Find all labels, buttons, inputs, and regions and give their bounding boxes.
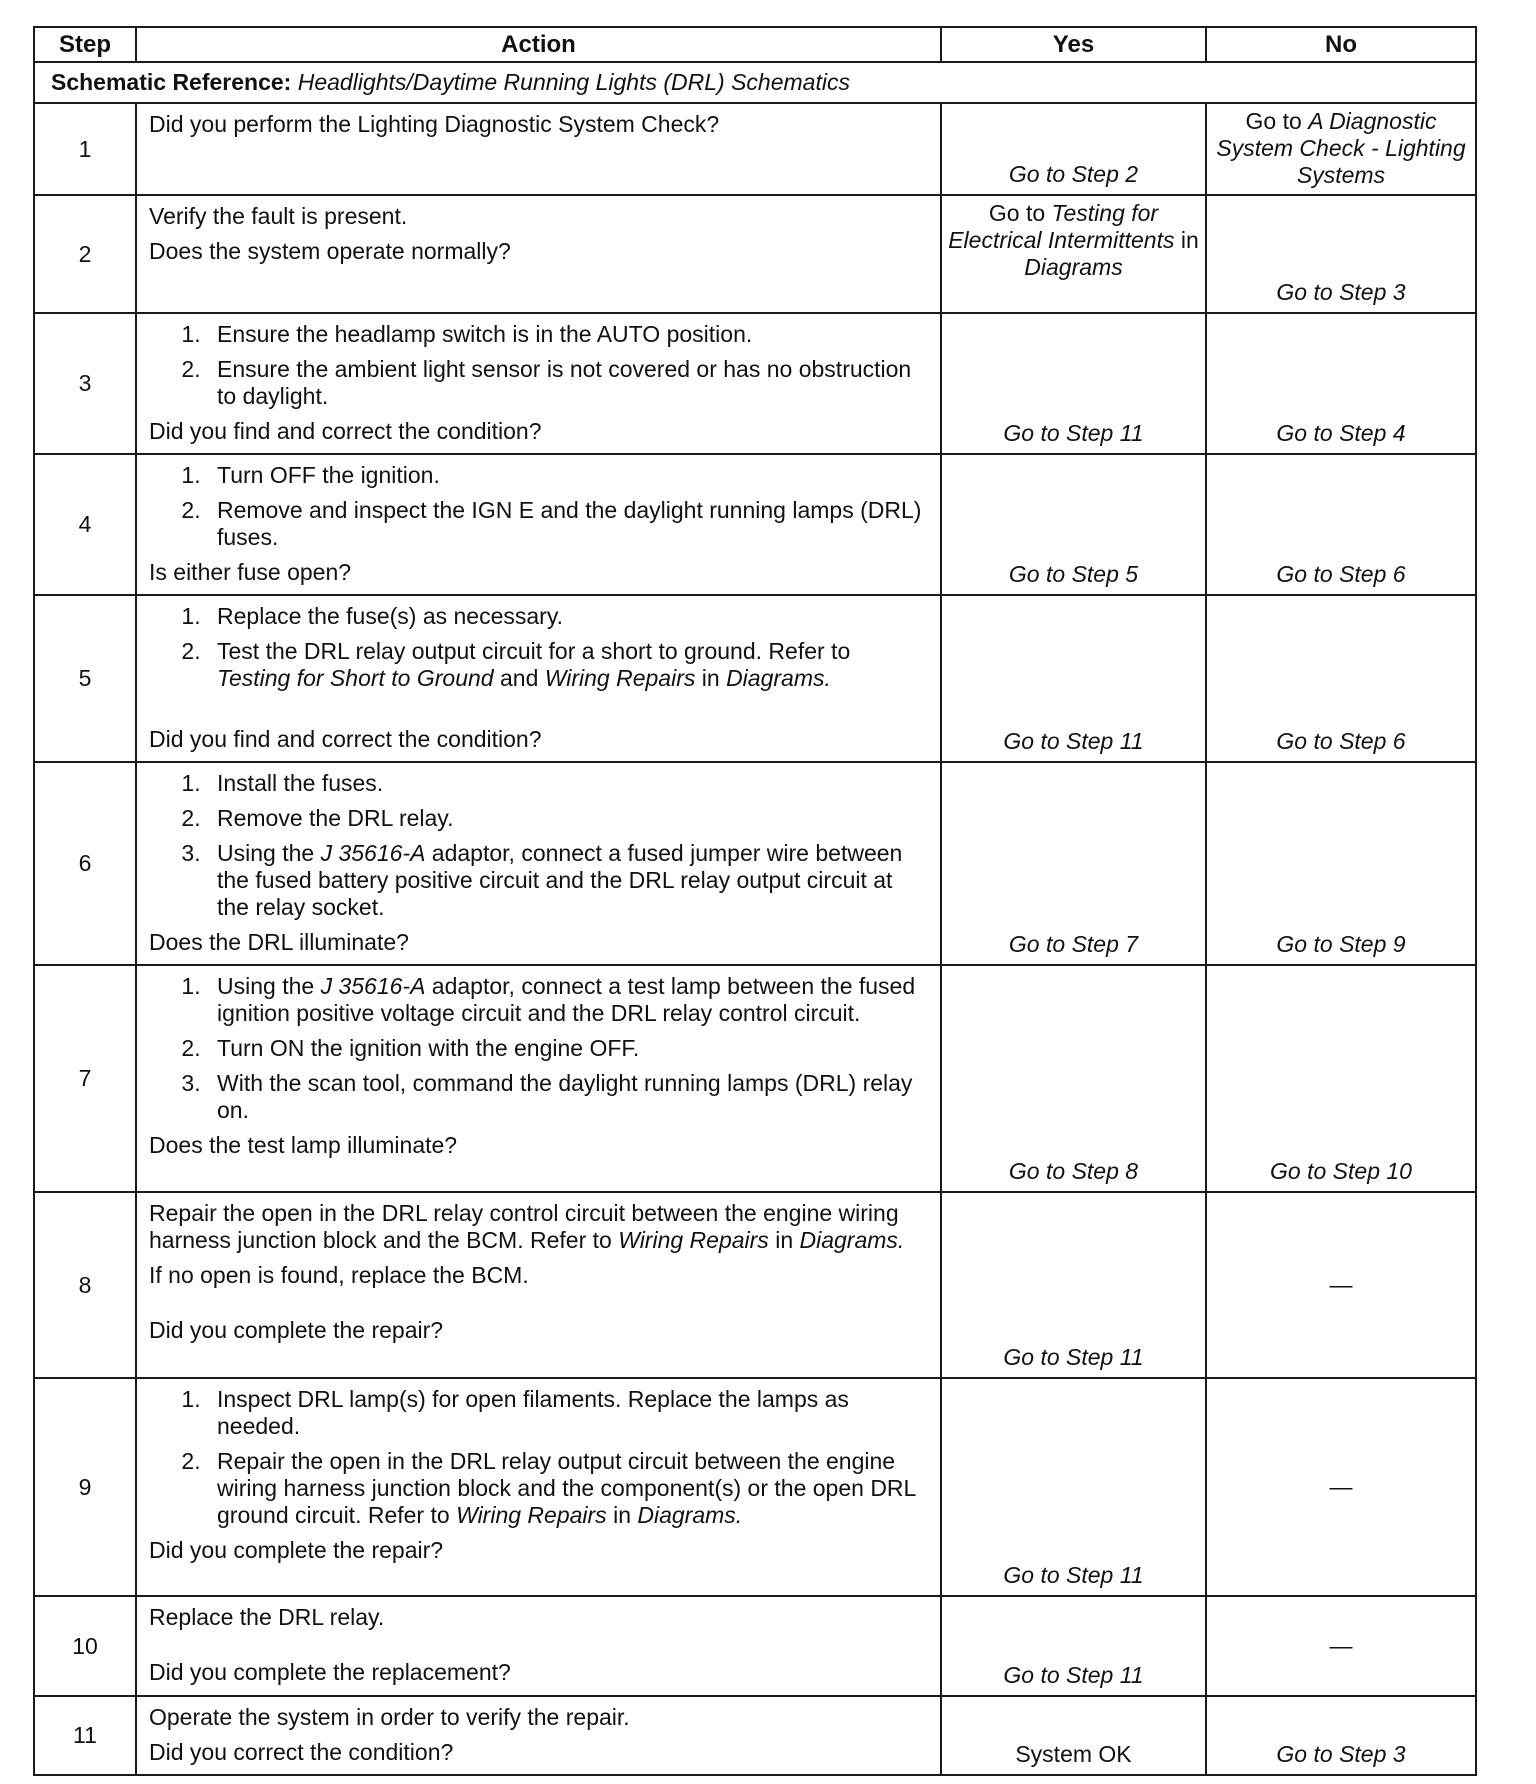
action-cell — [136, 762, 941, 965]
table-row — [34, 1596, 1476, 1696]
list-item: 1. Replace the fuse(s) as necessary. — [207, 603, 928, 630]
no-cell — [1206, 1192, 1476, 1378]
yes-result: System OK — [1015, 1741, 1132, 1767]
action-question: Does the test lamp illuminate? — [149, 1132, 458, 1158]
step-number: 10 — [34, 1596, 136, 1696]
no-result: Go to A Diagnostic System Check - Lighting Systems — [1216, 108, 1466, 188]
action-text: If no open is found, replace the BCM. — [149, 1262, 529, 1288]
action-question: Did you complete the replacement? — [149, 1659, 511, 1685]
no-cell — [1206, 762, 1476, 965]
action-question: Did you correct the condition? — [149, 1739, 454, 1765]
yes-cell — [941, 595, 1206, 762]
list-item: 2. Test the DRL relay output circuit for a short to ground. Refer to Testing for Short to Ground and Wiring Repairs in Diagrams. — [207, 638, 928, 692]
step-number: 9 — [34, 1378, 136, 1596]
header-row — [34, 27, 1476, 62]
action-list — [149, 770, 928, 921]
action-cell — [136, 103, 941, 195]
step-number: 6 — [34, 762, 136, 965]
yes-cell — [941, 313, 1206, 454]
yes-result: Go to Step 2 — [1008, 161, 1139, 187]
yes-cell — [941, 103, 1206, 195]
header-step: Step — [34, 27, 136, 62]
action-cell — [136, 965, 941, 1192]
yes-cell — [941, 1696, 1206, 1775]
yes-result: Go to Step 11 — [1003, 420, 1144, 446]
schematic-label: Schematic Reference: — [51, 69, 292, 95]
no-cell — [1206, 1696, 1476, 1775]
action-cell — [136, 195, 941, 313]
diagnostic-table — [33, 26, 1477, 1776]
no-result: — — [1329, 1271, 1353, 1298]
action-cell — [136, 454, 941, 595]
list-item: 3. Using the J 35616-A adaptor, connect a fused jumper wire between the fused battery positive circuit and the DRL relay output circuit at the relay socket. — [207, 840, 928, 921]
table-row — [34, 313, 1476, 454]
no-cell — [1206, 595, 1476, 762]
action-list — [149, 321, 928, 410]
list-item: 2. Remove and inspect the IGN E and the daylight running lamps (DRL) fuses. — [207, 497, 928, 551]
action-list — [149, 973, 928, 1124]
yes-result: Go to Step 11 — [1003, 1344, 1144, 1370]
action-question: Does the DRL illuminate? — [149, 929, 409, 955]
list-item: 1. Install the fuses. — [207, 770, 928, 797]
action-cell — [136, 595, 941, 762]
step-number: 1 — [34, 103, 136, 195]
action-question: Is either fuse open? — [149, 559, 352, 585]
schematic-row — [34, 62, 1476, 103]
action-text: Verify the fault is present. — [149, 203, 408, 229]
no-result: Go to Step 10 — [1270, 1158, 1412, 1184]
action-question: Did you find and correct the condition? — [149, 418, 542, 444]
no-cell — [1206, 1378, 1476, 1596]
yes-cell — [941, 762, 1206, 965]
yes-result: Go to Step 7 — [1008, 931, 1139, 957]
yes-cell — [941, 1192, 1206, 1378]
yes-result: Go to Step 11 — [1003, 1562, 1144, 1588]
no-result: — — [1329, 1632, 1353, 1659]
step-number: 4 — [34, 454, 136, 595]
list-item: 2. Ensure the ambient light sensor is not covered or has no obstruction to daylight. — [207, 356, 928, 410]
yes-cell — [941, 454, 1206, 595]
no-result: Go to Step 9 — [1276, 931, 1406, 957]
action-cell — [136, 1696, 941, 1775]
action-list — [149, 603, 928, 692]
step-number: 5 — [34, 595, 136, 762]
table-row — [34, 1192, 1476, 1378]
yes-result: Go to Step 11 — [1003, 1662, 1144, 1688]
action-question: Did you perform the Lighting Diagnostic System Check? — [149, 111, 720, 137]
list-item: 1. Turn OFF the ignition. — [207, 462, 928, 489]
no-result: Go to Step 4 — [1276, 420, 1406, 446]
list-item: 1. Ensure the headlamp switch is in the AUTO position. — [207, 321, 928, 348]
action-question: Did you complete the repair? — [149, 1317, 444, 1343]
action-text: Repair the open in the DRL relay control circuit between the engine wiring harness junction block and the BCM. Refer to Wiring Repairs in Diagrams. — [149, 1200, 905, 1253]
table-row — [34, 762, 1476, 965]
action-cell — [136, 1192, 941, 1378]
no-result: Go to Step 6 — [1276, 728, 1406, 754]
action-list — [149, 1386, 928, 1529]
action-question: Did you find and correct the condition? — [149, 726, 542, 752]
no-cell — [1206, 313, 1476, 454]
list-item: 1. Using the J 35616-A adaptor, connect a test lamp between the fused ignition positive voltage circuit and the DRL relay control circuit. — [207, 973, 928, 1027]
yes-cell — [941, 1596, 1206, 1696]
no-cell — [1206, 103, 1476, 195]
action-text: Replace the DRL relay. — [149, 1604, 385, 1630]
no-result: Go to Step 3 — [1276, 279, 1406, 305]
action-list — [149, 462, 928, 551]
no-cell — [1206, 965, 1476, 1192]
table-row — [34, 595, 1476, 762]
list-item: 2. Turn ON the ignition with the engine OFF. — [207, 1035, 928, 1062]
table-row — [34, 965, 1476, 1192]
action-text: Operate the system in order to verify the repair. — [149, 1704, 630, 1730]
action-question: Does the system operate normally? — [149, 238, 511, 264]
table-row — [34, 1378, 1476, 1596]
header-action: Action — [136, 27, 941, 62]
yes-result: Go to Testing for Electrical Intermittents in Diagrams — [948, 200, 1199, 280]
action-cell — [136, 313, 941, 454]
list-item: 2. Repair the open in the DRL relay output circuit between the engine wiring harness junction block and the component(s) or the open DRL ground circuit. Refer to Wiring Repairs in Diagrams. — [207, 1448, 928, 1529]
table-row — [34, 1696, 1476, 1775]
step-number: 2 — [34, 195, 136, 313]
list-item: 3. With the scan tool, command the daylight running lamps (DRL) relay on. — [207, 1070, 928, 1124]
yes-cell — [941, 965, 1206, 1192]
schematic-reference: Headlights/Daytime Running Lights (DRL) Schematics — [297, 69, 850, 95]
step-number: 7 — [34, 965, 136, 1192]
step-number: 11 — [34, 1696, 136, 1775]
diagnostic-table-page — [33, 26, 1475, 1776]
no-result: Go to Step 6 — [1276, 561, 1406, 587]
table-row — [34, 454, 1476, 595]
no-result: Go to Step 3 — [1276, 1741, 1406, 1767]
yes-cell — [941, 1378, 1206, 1596]
yes-result: Go to Step 5 — [1008, 561, 1139, 587]
yes-result: Go to Step 11 — [1003, 728, 1144, 754]
action-cell — [136, 1378, 941, 1596]
no-cell — [1206, 195, 1476, 313]
table-row — [34, 103, 1476, 195]
step-number: 8 — [34, 1192, 136, 1378]
header-yes: Yes — [941, 27, 1206, 62]
action-cell — [136, 1596, 941, 1696]
table-row — [34, 195, 1476, 313]
no-cell — [1206, 1596, 1476, 1696]
yes-cell — [941, 195, 1206, 313]
no-result: — — [1329, 1473, 1353, 1500]
no-cell — [1206, 454, 1476, 595]
header-no: No — [1206, 27, 1476, 62]
list-item: 2. Remove the DRL relay. — [207, 805, 928, 832]
step-number: 3 — [34, 313, 136, 454]
list-item: 1. Inspect DRL lamp(s) for open filaments. Replace the lamps as needed. — [207, 1386, 928, 1440]
action-question: Did you complete the repair? — [149, 1537, 444, 1563]
yes-result: Go to Step 8 — [1008, 1158, 1139, 1184]
